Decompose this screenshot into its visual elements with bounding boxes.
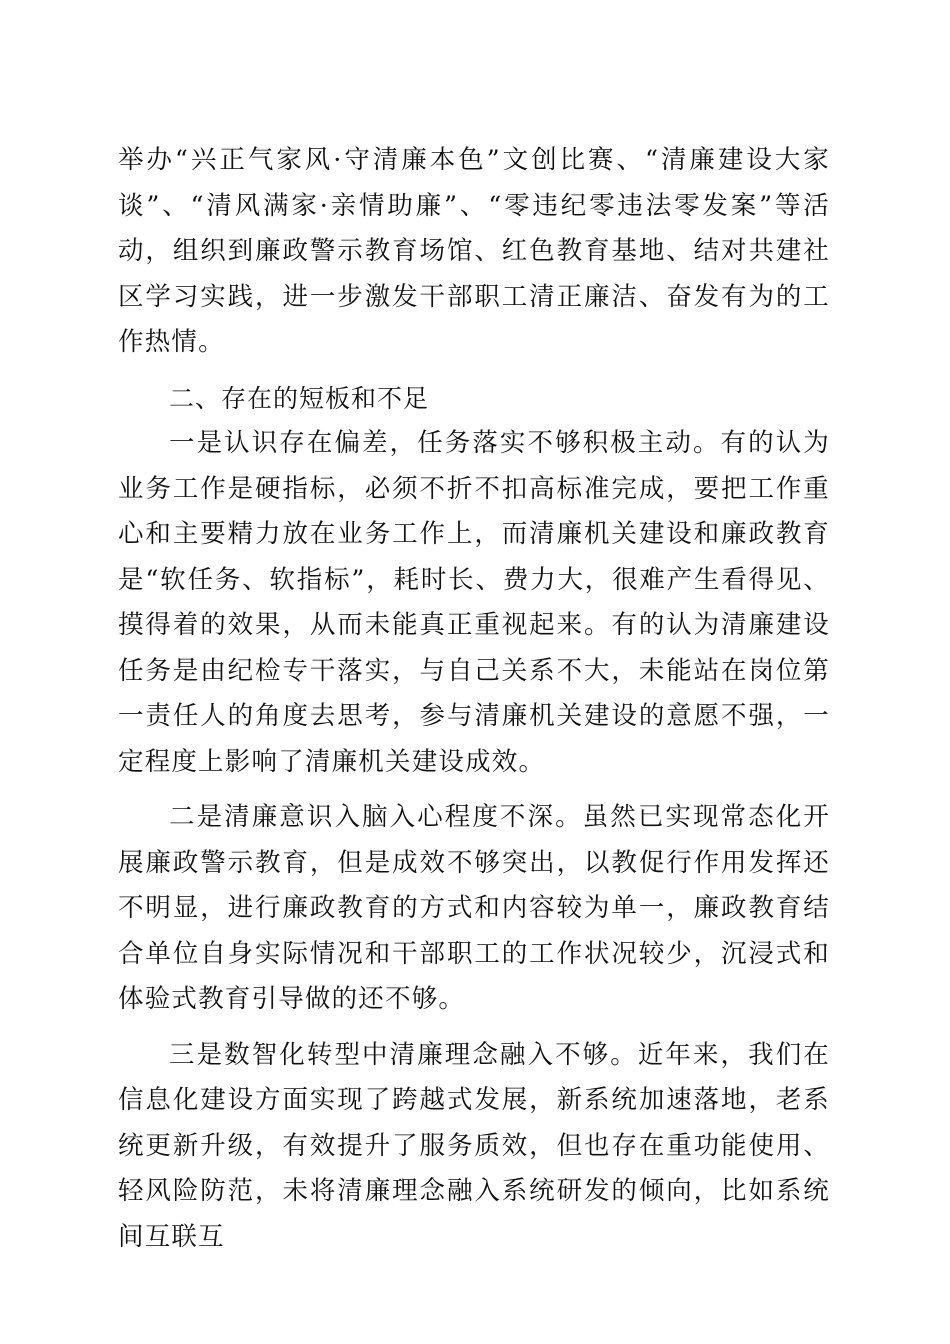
section-heading-shortcomings: 二、存在的短板和不足 bbox=[169, 383, 430, 413]
body-paragraph-activities: 举办“兴正气家风·守清廉本色”文创比赛、“清廉建设大家谈”、“清风满家·亲情助廉”、“零违纪零违法零发案”等活动，组织到廉政警示教育场馆、红色教育基地、结对共建社区学习实践，进一步激发干部职工清正廉洁、奋发有为的工作热情。 bbox=[118, 145, 830, 357]
item-2-lead: 二是清廉意识入脑入心程度不深。 bbox=[169, 802, 583, 832]
item-3-lead: 三是数智化转型中清廉理念融入不够。 bbox=[169, 1039, 638, 1070]
item-2-body: 虽然已实现常态化开展廉政警示教育，但是成效不够突出，以教促行作用发挥还不明显，进行廉政教育的方式和内容较为单一，廉政教育结合单位自身实际情况和干部职工的工作状况较少，沉浸式和体验式教育引导做的还不够。 bbox=[118, 802, 830, 1014]
body-paragraph-item-3 bbox=[118, 1033, 830, 1261]
document-page bbox=[118, 138, 830, 1260]
body-paragraph-item-1 bbox=[118, 421, 830, 785]
item-1-lead: 一是认识存在偏差，任务落实不够积极主动。 bbox=[169, 428, 721, 458]
item-1-body: 有的认为业务工作是硬指标，必须不折不扣高标准完成，要把工作重心和主要精力放在业务工作上，而清廉机关建设和廉政教育是“软任务、软指标”，耗时长、费力大，很难产生看得见、摸得着的效果，从而未能真正重视起来。有的认为清廉建设任务是由纪检专干落实，与自己关系不大，未能站在岗位第一责任人的角度去思考，参与清廉机关建设的意愿不强，一定程度上影响了清廉机关建设成效。 bbox=[118, 428, 830, 777]
body-paragraph-item-2 bbox=[118, 795, 830, 1023]
item-3-body: 近年来，我们在信息化建设方面实现了跨越式发展，新系统加速落地，老系统更新升级，有效提升了服务质效，但也存在重功能使用、轻风险防范，未将清廉理念融入系统研发的倾向，比如系统间互联互 bbox=[118, 1039, 830, 1252]
